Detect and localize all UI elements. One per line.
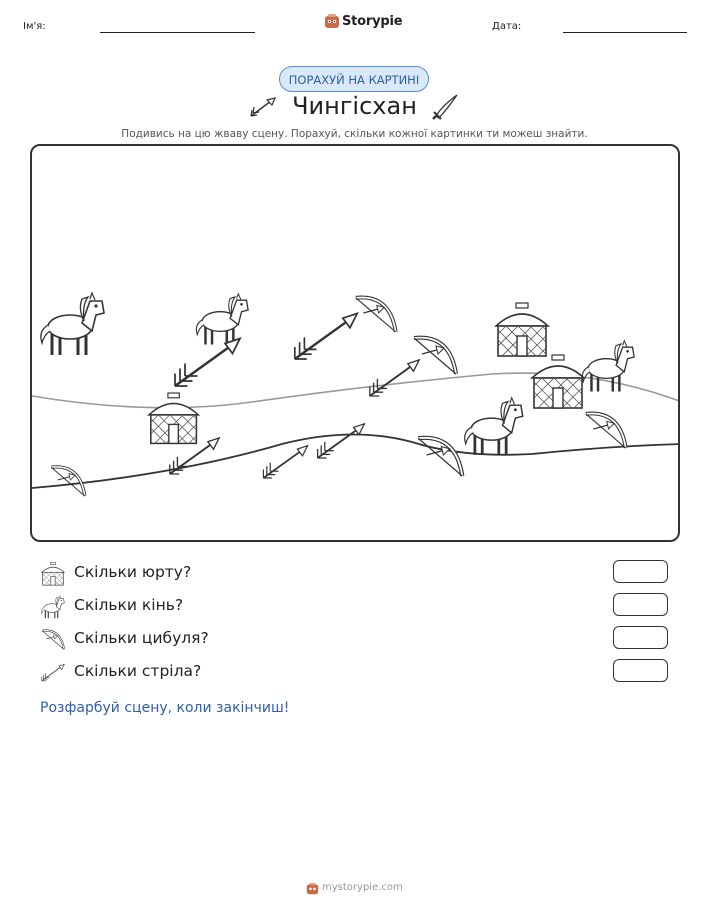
storypie-footer-logo-icon: [306, 880, 319, 893]
question-text: Скільки цибуля?: [74, 629, 209, 647]
answer-box[interactable]: [613, 560, 668, 583]
bow-icon: [40, 628, 66, 652]
date-label: Дата:: [492, 21, 522, 32]
name-label: Ім'я:: [23, 21, 46, 32]
answer-box[interactable]: [613, 593, 668, 616]
activity-badge: ПОРАХУЙ НА КАРТИНІ: [279, 66, 429, 92]
yurt-icon: [40, 562, 66, 586]
date-field-line[interactable]: [563, 32, 687, 33]
question-row-horses: [40, 593, 680, 621]
horse-icon: [40, 595, 66, 619]
page-title: Чингісхан: [292, 92, 417, 120]
question-text: Скільки кінь?: [74, 596, 184, 614]
answer-box[interactable]: [613, 626, 668, 649]
answer-box[interactable]: [613, 659, 668, 682]
name-field-line[interactable]: [100, 32, 255, 33]
storypie-logo-icon: [324, 13, 340, 29]
scene-picture: [30, 144, 680, 542]
question-row-arrows: [40, 659, 680, 687]
footer-site: mystorypie.com: [322, 882, 403, 893]
question-text: Скільки юрту?: [74, 563, 192, 581]
question-row-bows: [40, 626, 680, 654]
question-row-yurts: [40, 560, 680, 588]
brand-name: Storypie: [342, 14, 403, 29]
arrow-icon: [40, 661, 66, 685]
sword-decor-icon: [430, 92, 460, 120]
color-instruction: Розфарбуй сцену, коли закінчиш!: [40, 700, 290, 716]
question-text: Скільки стріла?: [74, 662, 202, 680]
instructions: Подивись на цю жваву сцену. Порахуй, скільки кожної картинки ти можеш знайти.: [121, 128, 588, 140]
